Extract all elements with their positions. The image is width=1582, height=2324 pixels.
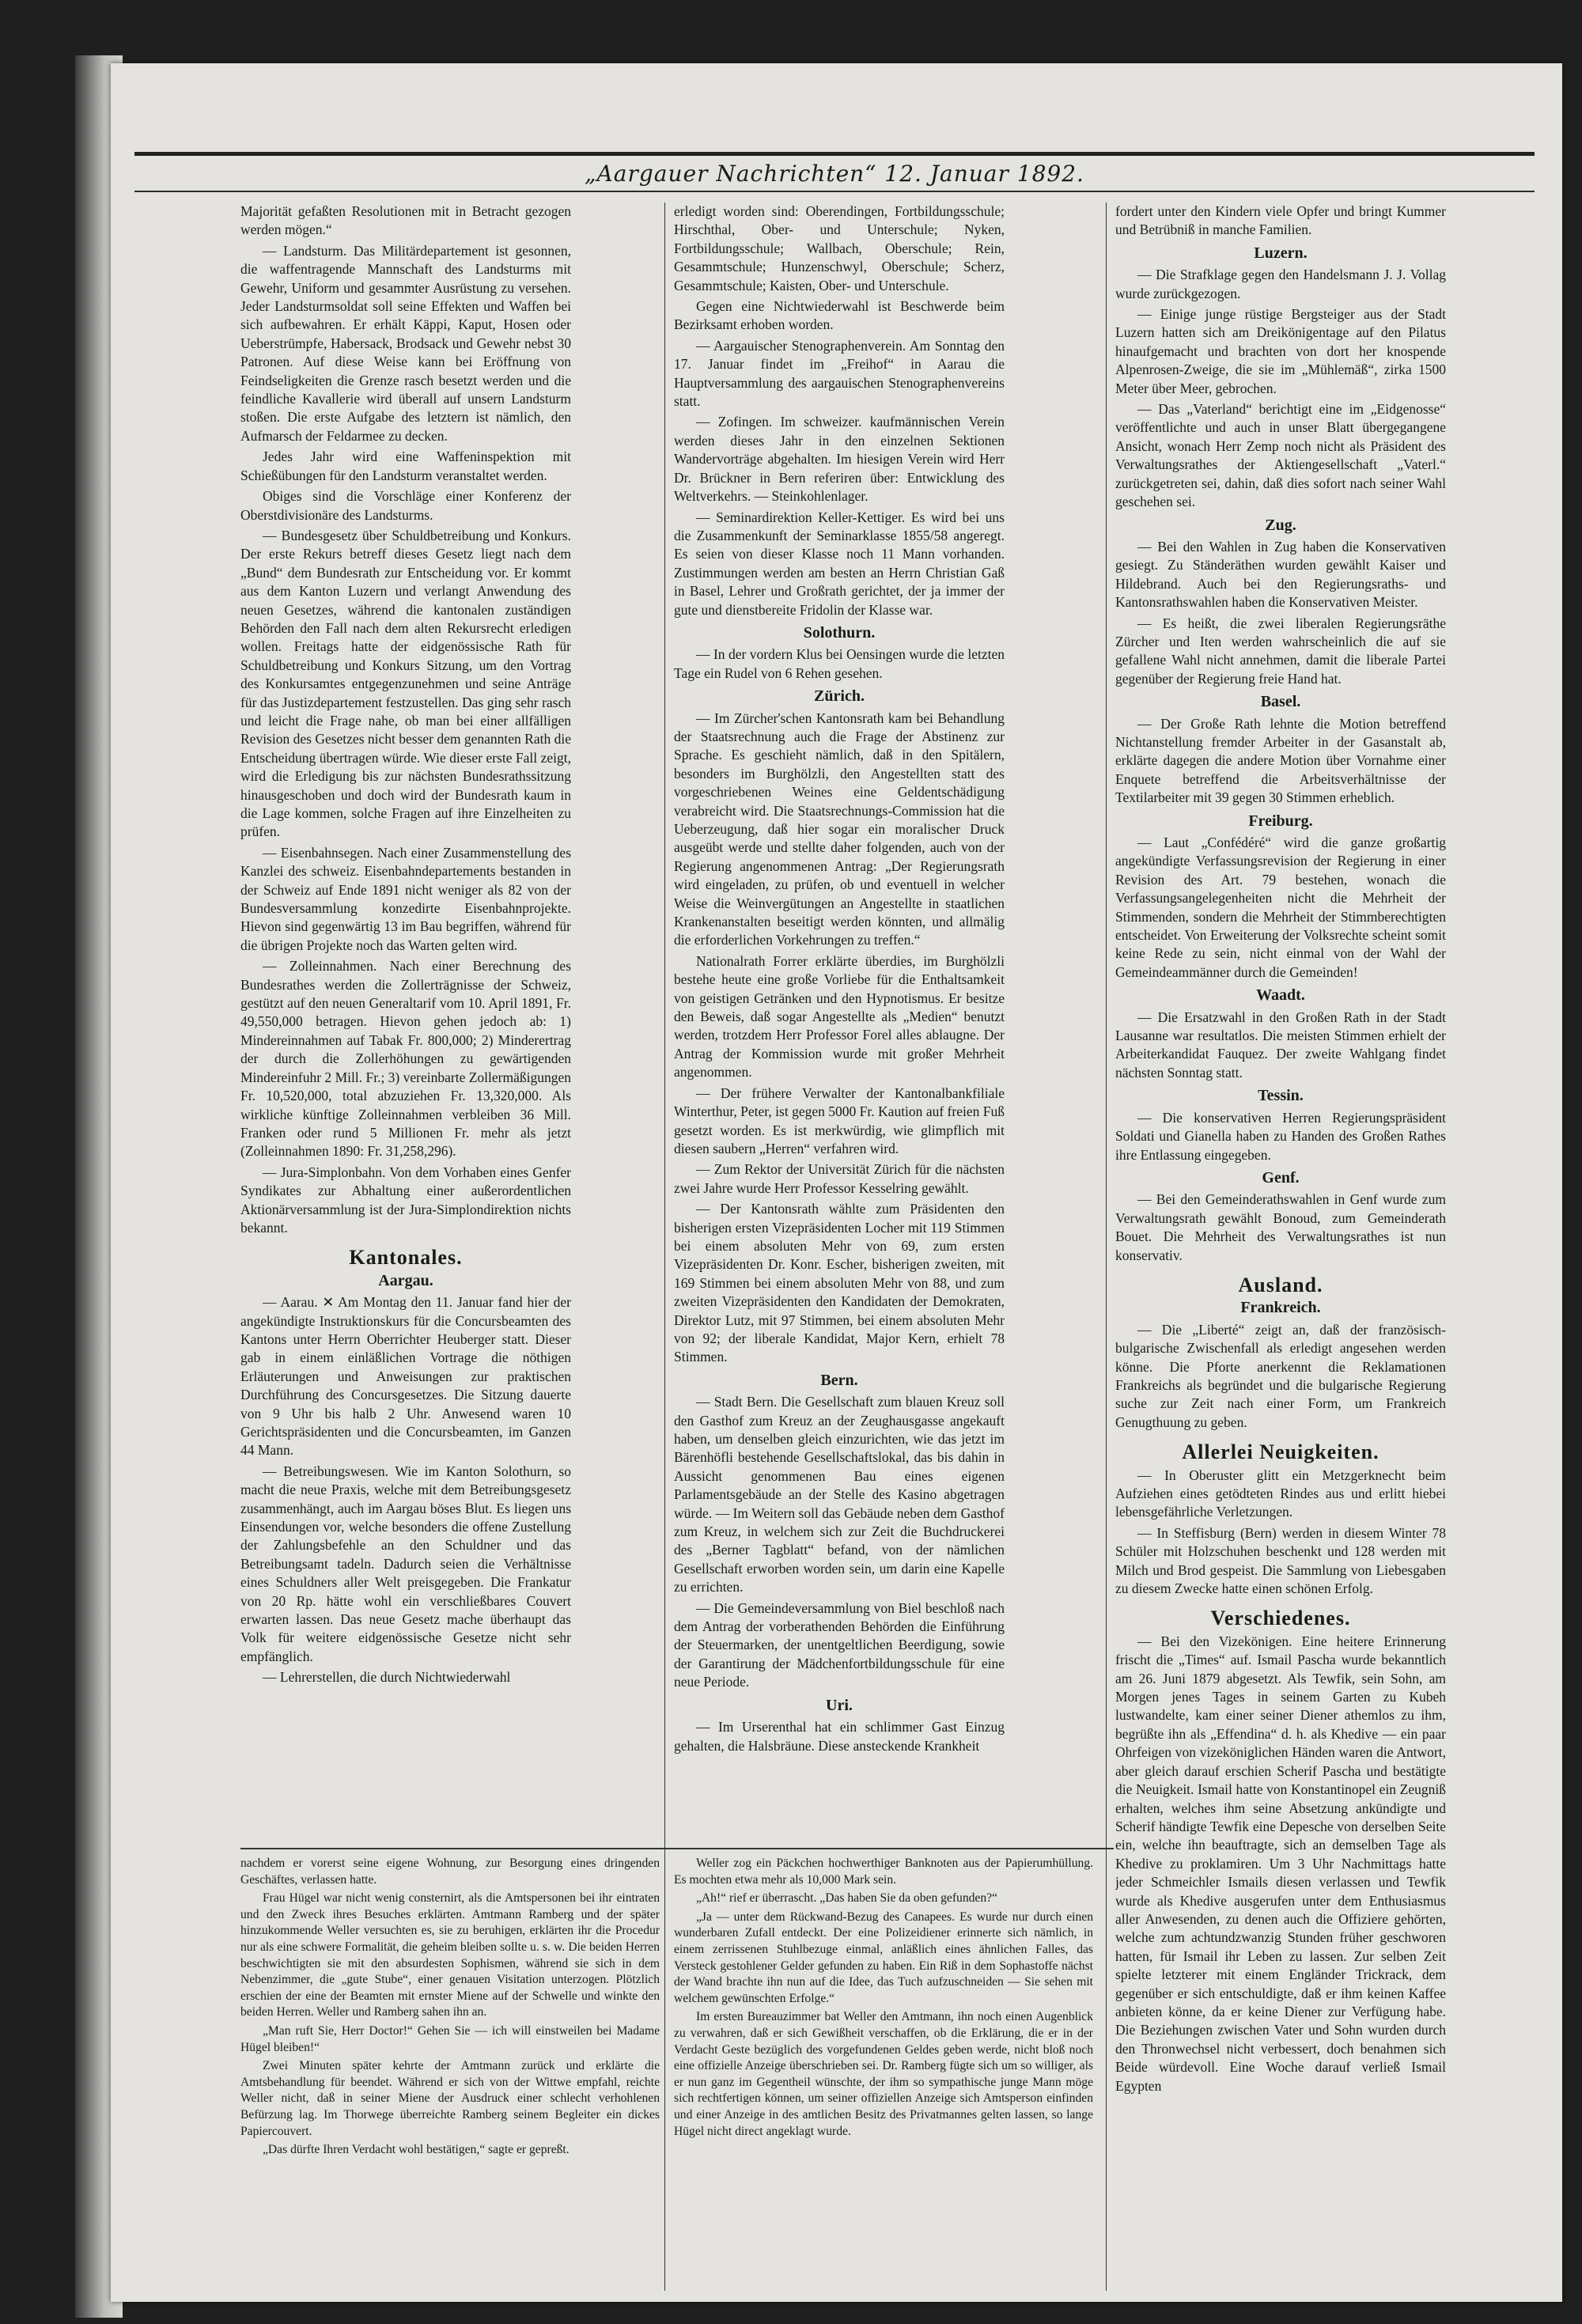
subheading-bern: Bern.	[820, 1371, 858, 1389]
paragraph: — Bundesgesetz über Schuldbetreibung und Konkurs. Der erste Rekurs betreff dieses Gesetz liegt nach dem „Bund“ dem Bundesrath zur Entscheidung vor. Er kommt aus dem Kanton Luzern und verlangt Anwendung des neuen Gesetzes, während die kantonalen zuständigen Behörden den Fall nach dem alten Rekursrecht erledigen wollen. Freitags hatte der eidgenössische Rath für Schuldbetreibung und Konkurs Sitzung, um den Vortrag des Konkursamtes entgegenzunehmen und seine Anträge für das Justizdepartement festzustellen. Das ging sehr rasch und leicht die Frage nahe, ob man bei einer allfälligen Revision des Gesetzes nicht besser dem genannten Rath die Entscheidung übertragen würde. Wie dieser erste Fall zeigt, wird die Erledigung bis zur nächsten Bundesrathssitzung hinausgeschoben und doch wird der Bundesrath kaum in die Lage kommen, solche Fragen auf ihre Einzelheiten zu prüfen.	[240, 527, 571, 840]
paragraph: — Die Strafklage gegen den Handelsmann J. J. Vollag wurde zurückgezogen.	[1115, 267, 1446, 301]
paragraph: — Zum Rektor der Universität Zürich für die nächsten zwei Jahre wurde Herr Professor Kesselring gewählt.	[674, 1161, 1005, 1196]
paragraph: — Zofingen. Im schweizer. kaufmännischen Verein werden dieses Jahr in den einzelnen Sektionen Wandervorträge abgehalten. Im hiesigen Verein wird Herr Dr. Brückner in Bern referiren über: Entwicklung des Weltverkehrs. — Steinkohlenlager.	[674, 414, 1005, 505]
masthead	[134, 152, 1535, 192]
feuilleton-column-right	[674, 1856, 1093, 2267]
paragraph: — Betreibungswesen. Wie im Kanton Solothurn, so macht die neue Praxis, welche mit dem Betreibungsgesetz zusammenhängt, auch im Aargau böses Blut. Es liegen uns Einsendungen vor, welche besonders die offene Zustellung der Zahlungsbefehle an den Schuldner und das Betreibungsamt tadeln. Dadurch seien die Verhältnisse eines Schuldners aller Welt preisgegeben. Die Frankatur von 20 Rp. hätte wohl ein verschließbares Couvert erwarten lassen. Das neue Gesetz mache überhaupt das Volk für weitere eidgenössische Gesetze nicht sehr empfänglich.	[240, 1463, 571, 1664]
masthead-title: „Aargauer Nachrichten“ 12. Januar 1892.	[578, 161, 1091, 187]
subheading-tessin: Tessin.	[1258, 1087, 1304, 1105]
paragraph: — Der Große Rath lehnte die Motion betreffend Nichtanstellung fremder Arbeiter in der Gasanstalt ab, erklärte dagegen die andere Motion über Vornahme einer Enquete betreffend die Arbeitsverhältnisse der Textilarbeiter mit 39 gegen 30 Stimmen erheblich.	[1115, 715, 1446, 806]
paragraph: — Im Zürcher'schen Kantonsrath kam bei Behandlung der Staatsrechnung auch die Frage der Abstinenz zur Sprache. Es geschieht nämlich, daß in den Spitälern, besonders im Burghölzli, den Angestellten statt des vorgeschriebenen Weines eine Geldentschädigung verabreicht wird. Die Staatsrechnungs-Commission hat die Ueberzeugung, daß hier sogar ein moralischer Druck ausgeübt werde und stellte daher folgenden, auch von der Regierung angenommenen Antrag: „Der Regierungsrath wird eingeladen, zu prüfen, ob und eventuell in welcher Weise die Weinvergütungen an Angestellte in staatlichen Krankenanstalten beseitigt werden könnten, und allmälig die erforderlichen Vorkehrungen zu treffen.“	[674, 710, 1005, 948]
column-3	[1115, 202, 1446, 2275]
paragraph: — Jura-Simplonbahn. Von dem Vorhaben eines Genfer Syndikates zur Abhaltung einer außerordentlichen Aktionärversammlung ist der Jura-Simplondirektion nichts bekannt.	[240, 1164, 571, 1236]
paragraph: — Seminardirektion Keller-Kettiger. Es wird bei uns die Zusammenkunft der Seminarklasse 1855/58 angeregt. Es seien von dieser Klasse noch 11 Mann vorhanden. Zustimmungen werden am besten an Herrn Christian Gaß in Basel, Lehrer und Großrath gerichtet, der ja immer der gute und dienstbereite Fridolin der Klasse war.	[674, 509, 1005, 618]
section-heading-ausland: Ausland.	[1238, 1273, 1323, 1296]
subheading-zug: Zug.	[1265, 516, 1296, 534]
paragraph: Nationalrath Forrer erklärte überdies, im Burghölzli bestehe heute eine große Vorliebe für die Enthaltsamkeit von geistigen Getränken und den Hypnotismus. Er besitze den Beweis, daß sogar Angestellte als „Medien“ benutzt werden, trotzdem Herr Professor Forel alles ablaugne. Der Antrag der Kommission wurde mit großer Mehrheit angenommen.	[674, 952, 1005, 1081]
subheading-zuerich: Zürich.	[814, 687, 865, 706]
paragraph: Im ersten Bureauzimmer bat Weller den Amtmann, ihn noch einen Augenblick zu verwahren, daß er sich Gewißheit verschaffen, ob die Erklärung, die er in der Verdacht Geste bezüglich des vorgefundenen Geldes geben werde, nicht bloß noch eine offizielle Anzeige überschrieben sei. Dr. Ramberg fügte sich um so williger, als er nun ganz im Gegentheil wünschte, der ihm so sympathische junge Mann möge sich rechtfertigen können, um seiner offiziellen Anzeige sich Amtsperson einfinden und einer Anzeige in des amtlichen Besitz des Privatmannes gelten lassen, so lange Hügel nicht direct angeklagt wurde.	[674, 2010, 1093, 2138]
paragraph: — Es heißt, die zwei liberalen Regierungsräthe Zürcher und Iten werden wahrscheinlich die auf sie gefallene Wahl nicht annehmen, damit die liberale Partei gegenüber der Regierung freie Hand hat.	[1115, 615, 1446, 687]
paragraph: — Laut „Confédéré“ wird die ganze großartig angekündigte Verfassungsrevision der Regierung in einer Revision des Art. 79 bestehen, wonach die Verfassungsangelegenheiten nicht die Mehrheit der Stimmenden, sondern die Mehrheit der Stimmberechtigten entscheidet. Von Erweiterung der Volksrechte scheint somit keine Rede zu sein, nicht einmal von der Wahl der Gemeindeammänner durch die Gemeinden!	[1115, 835, 1446, 980]
subheading-genf: Genf.	[1262, 1168, 1300, 1187]
paragraph: — Die Gemeindeversammlung von Biel beschloß nach dem Antrag der vorberathenden Behörden die Einführung der Steuermarken, der unentgeltlichen Beerdigung, sowie der Garantirung der Mädchenfortbildungsschule für eine neue Periode.	[674, 1599, 1005, 1690]
section-heading-verschiedenes: Verschiedenes.	[1210, 1607, 1351, 1630]
paragraph: Obiges sind die Vorschläge einer Konferenz der Oberstdivisionäre des Landsturms.	[240, 488, 571, 523]
masthead-rule	[134, 191, 1535, 192]
paragraph: — Landsturm. Das Militärdepartement ist gesonnen, die waffentragende Mannschaft des Landsturms mit Gewehr, Uniform und gesammter Ausrüstung zu versehen. Jeder Landsturmsoldat soll seine Effekten und Waffen bei sich aufbewahren. Er erhält Käppi, Kaput, Hosen oder Ueberstrümpfe, Habersack, Brodsack und Gewehr nebst 30 Patronen. Auf diese Weise kann bei Eröffnung von Feindseligkeiten die Grenze rasch besetzt werden und die feindliche Kavallerie wird überall auf unsern Landsturm stoßen. Die erste Aufgabe des letztern ist nämlich, den Aufmarsch der Feldarmee zu decken.	[240, 242, 571, 444]
subheading-basel: Basel.	[1260, 693, 1301, 711]
paragraph: Jedes Jahr wird eine Waffeninspektion mit Schießübungen für den Landsturm veranstaltet werden.	[240, 449, 571, 483]
column-1	[240, 202, 571, 1836]
paragraph: „Man ruft Sie, Herr Doctor!“ Gehen Sie — ich will einstweilen bei Madame Hügel bleiben!“	[240, 2023, 660, 2054]
paragraph: — Aarau. ✕ Am Montag den 11. Januar fand hier der angekündigte Instruktionskurs für die Concursbeamten des Kantons unter Herrn Oberrichter Heuberger statt. Dieser gab in einem einläßlichen Vortrage die nöthigen Erläuterungen und Anweisungen zur praktischen Durchführung des Concursgesetzes. Die Sitzung dauerte von 9 Uhr bis halb 2 Uhr. Anwesend waren 10 Gerichtspräsidenten und die Concursbeamten, im Ganzen 44 Mann.	[240, 1294, 571, 1459]
column-divider	[664, 202, 665, 2291]
paragraph: — Bei den Wahlen in Zug haben die Konservativen gesiegt. Zu Ständeräthen wurden gewählt Kaiser und Hildebrand. Auch bei den Regierungsraths- und Kantonsrathswahlen haben die Konservativen Meister.	[1115, 538, 1446, 611]
paragraph: — Der frühere Verwalter der Kantonalbankfiliale Winterthur, Peter, ist gegen 5000 Fr. Kaution auf freien Fuß gesetzt worden. Es ist merkwürdig, wie glimpflich mit diesen saubern „Herren“ verfahren wird.	[674, 1084, 1005, 1156]
paragraph: — Die Ersatzwahl in den Großen Rath in der Stadt Lausanne war resultatlos. Die meisten Stimmen erhielt der Arbeiterkandidat Fauquez. Der zweite Wahlgang findet nächsten Sonntag statt.	[1115, 1009, 1446, 1081]
paragraph: — Lehrerstellen, die durch Nichtwiederwahl	[263, 1669, 511, 1686]
paragraph: — Zolleinnahmen. Nach einer Berechnung des Bundesrathes werden die Zollerträgnisse der Schweiz, gestützt auf den neuen Generaltarif vom 10. April 1891, Fr. 49,550,000 betragen. Hievon gehen jedoch ab: 1) Mindereinnahmen auf Tabak Fr. 800,000; 2) Minderertrag der durch die Zollerhöhungen zu gewärtigenden Mindereinfuhr 2 Mill. Fr.; 3) vereinbarte Zollermäßigungen Fr. 10,520,000, total abzuziehen Fr. 13,320,000. Als wirkliche künftige Zolleinnahmen verbleiben 36 Mill. Franken oder rund 5 Millionen Fr. mehr als jetzt (Zolleinnahmen 1890: Fr. 31,258,296).	[240, 958, 571, 1160]
paragraph: — Eisenbahnsegen. Nach einer Zusammenstellung des Kanzlei des schweiz. Eisenbahndepartements bestanden in der Schweiz auf Ende 1891 nicht weniger als 82 von der Bundesversammlung konzedirte Eisenbahnprojekte. Hievon sind gegenwärtig 13 im Bau begriffen, während für die übrigen Projekte noch das Warten gelten wird.	[240, 844, 571, 953]
paragraph: — Im Urserenthal hat ein schlimmer Gast Einzug gehalten, die Halsbräune. Diese ansteckende Krankheit	[674, 1719, 1005, 1754]
paragraph: — Stadt Bern. Die Gesellschaft zum blauen Kreuz soll den Gasthof zum Kreuz an der Zeughausgasse angekauft haben, um denselben gleich einzurichten, wie das jetzt im Bärenhöfli bestehende Gesellschaftslokal, das bis dahin in Aussicht genommenen Bau eines eigenen Parlamentsgebäude an der Stelle des Kasino abgetragen würde. — Im Weitern soll das Gebäude neben dem Gasthof zum Kreuz, in welchem sich zur Zeit die Buchdruckerei des „Berner Tagblatt“ befand, von der nämlichen Gesellschaft erworben worden sein, um darin eine Kapelle zu errichten.	[674, 1394, 1005, 1595]
column-2	[674, 202, 1005, 1836]
paragraph: „Ah!“ rief er überrascht. „Das haben Sie da oben gefunden?“	[696, 1891, 997, 1906]
section-heading-kantonales: Kantonales.	[349, 1246, 463, 1270]
paragraph: — In Steffisburg (Bern) werden in diesem Winter 78 Schüler mit Holzschuhen beschenkt und 128 werden mit Milch und Brod gespeist. Die Sammlung von Liebesgaben zu diesem Zwecke hatte einen schönen Erfolg.	[1115, 1524, 1446, 1597]
paragraph: — Der Kantonsrath wählte zum Präsidenten den bisherigen ersten Vizepräsidenten Locher mit 119 Stimmen bei einem absoluten Mehr von 69, zum ersten Vizepräsidenten Dr. Konr. Escher, bisherigen zweiten, mit 169 Stimmen bei einem absoluten Mehr von 88, und zum zweiten Vizepräsidenten den Kandidaten der Demokraten, Direktor Lutz, mit 97 Stimmen, bei einem absoluten Mehr von 92; der liberale Kandidat, Major Kern, erhielt 78 Stimmen.	[674, 1201, 1005, 1365]
paragraph: — Das „Vaterland“ berichtigt eine im „Eidgenosse“ veröffentlichte und auch in unser Blatt übergegangene Ansicht, wonach Herr Zemp noch nicht als Präsident des Verwaltungsrathes der Aktiengesellschaft „Vaterl.“ zurückgetreten sei, dahin, daß dies sofort nach seiner Wahl geschehen sei.	[1115, 401, 1446, 510]
paragraph: — Aargauischer Stenographenverein. Am Sonntag den 17. Januar findet im „Freihof“ in Aarau die Hauptversammlung des aargauischen Stenographenvereins statt.	[674, 337, 1005, 410]
paragraph: Gegen eine Nichtwiederwahl ist Beschwerde beim Bezirksamt erhoben worden.	[674, 298, 1005, 333]
feuilleton-rule	[240, 1848, 1114, 1849]
paragraph: Majorität gefaßten Resolutionen mit in Betracht gezogen werden mögen.“	[240, 203, 571, 238]
paragraph: — Bei den Gemeinderathswahlen in Genf wurde zum Verwaltungsrath gewählt Bonoud, zum Gemeinderath Bouet. Die Mehrheit des Verwaltungsrathes ist nun konservativ.	[1115, 1191, 1446, 1263]
subheading-luzern: Luzern.	[1254, 244, 1308, 262]
paragraph: fordert unter den Kindern viele Opfer und bringt Kummer und Betrübniß in manche Familien.	[1115, 203, 1446, 238]
paragraph: — In der vordern Klus bei Oensingen wurde die letzten Tage ein Rudel von 6 Rehen gesehen.	[674, 646, 1005, 681]
feuilleton-column-left	[240, 1856, 660, 2267]
paragraph: nachdem er vorerst seine eigene Wohnung, zur Besorgung eines dringenden Geschäftes, verlassen hatte.	[240, 1857, 660, 1887]
paragraph: Zwei Minuten später kehrte der Amtmann zurück und erklärte die Amtsbehandlung für beendet. Während er sich von der Wittwe empfahl, reichte Weller nicht, daß in seiner Miene der Ausdruck einer schlecht verhohlenen Befürzung lag. Im Thorwege überreichte Ramberg seinem Begleiter ein dickes Papiercouvert.	[240, 2059, 660, 2138]
subheading-frankreich: Frankreich.	[1240, 1299, 1321, 1317]
section-heading-allerlei: Allerlei Neuigkeiten.	[1182, 1440, 1380, 1464]
paragraph: — Einige junge rüstige Bergsteiger aus der Stadt Luzern hatten sich am Dreikönigentage auf den Pilatus hinaufgemacht und brachten von dort her knospende Alpenrosen-Zweige, die sie im „Mühlemäß“, zirka 1500 Meter über Meer, gebrochen.	[1115, 306, 1446, 396]
paragraph: „Das dürfte Ihren Verdacht wohl bestätigen,“ sagte er gepreßt.	[263, 2143, 570, 2157]
paragraph: — In Oberuster glitt ein Metzgerknecht beim Aufziehen eines getödteten Rindes aus und erlitt hiebei lebensgefährliche Verletzungen.	[1115, 1467, 1446, 1520]
paragraph: erledigt worden sind: Oberendingen, Fortbildungsschule; Hirschthal, Ober- und Unterschule; Nyken, Fortbildungsschule; Wallbach, Oberschule; Rein, Gesammtschule; Hunzenschwyl, Oberschule; Scherz, Gesammtschule; Kaisten, Ober- und Unterschule.	[674, 203, 1005, 293]
subheading-uri: Uri.	[826, 1696, 853, 1714]
subheading-solothurn: Solothurn.	[803, 623, 876, 642]
subheading-waadt: Waadt.	[1256, 986, 1305, 1005]
paragraph: Frau Hügel war nicht wenig consternirt, als die Amtspersonen bei ihr eintraten und den Zweck ihres Besuches erklärten. Amtmann Ramberg und der später hinzukommende Weller versuchten es, sie zu beruhigen, erklärten ihr die Procedur nur als eine schwere Formalität, die geheim bleiben sollte u. s. w. Die beiden Herren beschwichtigten sie mit den absurdesten Sophismen, während sie sich in dem Nebenzimmer, die „gute Stube“, einer genauen Visitation unterzogen. Plötzlich erschien der eine der Beamten mit ernster Miene auf der Schwelle und winkte den beiden Herren. Weller und Ramberg sahen ihn an.	[240, 1891, 660, 2019]
paragraph: — Bei den Vizekönigen. Eine heitere Erinnerung frischt die „Times“ auf. Ismail Pascha wurde bekanntlich am 26. Juni 1879 abgesetzt. Als Tewfik, sein Sohn, am Morgen jenes Tages in seinem Garten zu Kubeh lustwandelte, kam einer seiner Diener athemlos zu ihm, begrüßte ihn als „Effendina“ d. h. als Khedive — ein paar Ohrfeigen von vizeköniglichen Händen waren die Antwort, aber gleich darauf erschien Scherif Pascha und bestätigte die Neuigkeit. Ismail hatte von Konstantinopel ein Zeugniß erhalten, welches ihm seine Absetzung ankündigte und Scherif händigte Tewfik eine Depesche von derselben Seite ein, welche ihn beauftragte, sich an demselben Tage als Khedive zu proklamiren. Um 3 Uhr Nachmittags hatte jeder Schmeichler Ismails diesen verlassen und Tewfik wurde als Khedive ausgerufen unter dem Enthusiasmus aller Anwesenden, zu denen auch die Offiziere gehörten, welche zum achtundzwanzig Stunden früher geschworen hatten, für Ismail ihr Leben zu lassen. Zur selben Zeit spielte letzterer mit einem Engländer Trickrack, dem gegenüber er sich entschuldigte, daß er ihm keinen Kaffee anbieten könne, da er keine Diener zur Verfügung habe. Die Beziehungen zwischen Vater und Sohn wurden durch den Thronwechsel nicht verbessert, doch benahmen sich Beide würdevoll. Eine Woche darauf verließ Ismail Egypten	[1115, 1633, 1446, 2094]
paragraph: Weller zog ein Päckchen hochwerthiger Banknoten aus der Papierumhüllung. Es mochten etwa mehr als 10,000 Mark sein.	[674, 1857, 1093, 1887]
subheading-freiburg: Freiburg.	[1248, 812, 1313, 830]
subheading-aargau: Aargau.	[378, 1271, 433, 1289]
paragraph: „Ja — unter dem Rückwand-Bezug des Canapees. Es wurde nur durch einen wunderbaren Zufall entdeckt. Der eine Polizeidiener erinnerte sich nämlich, in einem zerrissenen Stuhlbezuge einmal, anläßlich eines ähnlichen Falles, das Versteck gestohlener Gelder gefunden zu haben. Ein Riß in dem Sophastoffe nächst der Wand brachte ihn nun auf die Idee, das Tuch aufzuschneiden — Sie sehen mit welchem gewünschten Erfolge.“	[674, 1910, 1093, 2005]
paragraph: — Die „Liberté“ zeigt an, daß der französisch-bulgarische Zwischenfall als erledigt angesehen werden könne. Die Pforte anerkennt die Reklamationen Frankreichs als begründet und die bulgarische Regierung suche zur Zeit nach einer Form, um Frankreich Genugthuung zu geben.	[1115, 1321, 1446, 1430]
column-divider	[1106, 202, 1107, 2291]
paragraph: — Die konservativen Herren Regierungspräsident Soldati und Gianella haben zu Handen des Großen Rathes ihre Entlassung eingegeben.	[1115, 1109, 1446, 1163]
